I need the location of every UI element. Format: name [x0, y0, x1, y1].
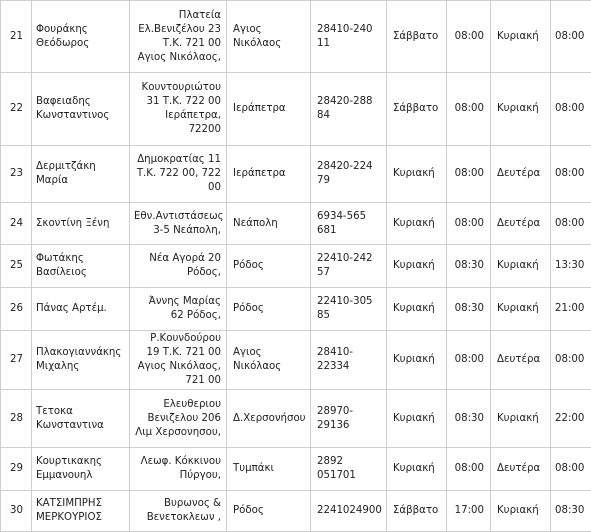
start-day: Κυριακή [387, 288, 447, 331]
end-time: 13:30 [551, 245, 591, 288]
table-row [1, 203, 591, 245]
pharmacist-name: ΚΑΤΣΙΜΠΡΗΣ ΜΕΡΚΟΥΡΙΟΣ [32, 491, 130, 532]
start-day: Σάββατο [387, 491, 447, 532]
start-day: Κυριακή [387, 245, 447, 288]
table-row [1, 146, 591, 203]
row-number: 24 [1, 203, 32, 245]
end-time: 21:00 [551, 288, 591, 331]
table-body [1, 1, 591, 532]
table-row [1, 73, 591, 146]
start-time: 08:00 [447, 331, 491, 390]
table-row [1, 491, 591, 532]
end-time: 08:00 [551, 448, 591, 491]
pharmacy-area: Δ.Χερσονήσου [227, 390, 311, 448]
start-day: Σάββατο [387, 73, 447, 146]
pharmacy-address: Νέα Αγορά 20 Ρόδος, [130, 245, 227, 288]
pharmacy-address: Λεωφ. Κόκκινου Πύργου, [130, 448, 227, 491]
start-time: 08:00 [447, 1, 491, 73]
start-day: Κυριακή [387, 331, 447, 390]
pharmacy-area: Ρόδος [227, 245, 311, 288]
pharmacy-phone: 6934-565 681 [311, 203, 387, 245]
pharmacist-name: Δερμιτζάκη Μαρία [32, 146, 130, 203]
start-day: Κυριακή [387, 203, 447, 245]
pharmacy-area: Ιεράπετρα [227, 73, 311, 146]
start-time: 08:00 [447, 203, 491, 245]
pharmacist-name: Φωτάκης Βασίλειος [32, 245, 130, 288]
row-number: 30 [1, 491, 32, 532]
end-day: Δευτέρα [491, 331, 551, 390]
pharmacy-phone: 2892 051701 [311, 448, 387, 491]
end-time: 08:00 [551, 146, 591, 203]
pharmacy-address: Πλατεία Ελ.Βενιζέλου 23 Τ.Κ. 721 00 Αγιος Νικόλαος, [130, 1, 227, 73]
pharmacist-name: Πλακογιαννάκης Μιχαλης [32, 331, 130, 390]
start-time: 08:00 [447, 448, 491, 491]
end-day: Κυριακή [491, 288, 551, 331]
pharmacy-phone: 28410-22334 [311, 331, 387, 390]
pharmacy-address: Δημοκρατίας 11 Τ.Κ. 722 00, 722 00 [130, 146, 227, 203]
pharmacist-name: Βαφειαδης Κωνσταντινος [32, 73, 130, 146]
end-day: Δευτέρα [491, 448, 551, 491]
pharmacy-phone: 28410-240 11 [311, 1, 387, 73]
row-number: 21 [1, 1, 32, 73]
pharmacy-address: Βυρωνος & Βενετοκλεων , [130, 491, 227, 532]
start-day: Κυριακή [387, 146, 447, 203]
start-day: Κυριακή [387, 390, 447, 448]
pharmacy-area: Αγιος Νικόλαος [227, 331, 311, 390]
end-time: 08:00 [551, 331, 591, 390]
table-row [1, 245, 591, 288]
pharmacy-phone: 28420-224 79 [311, 146, 387, 203]
start-time: 08:00 [447, 73, 491, 146]
pharmacist-name: Σκοντίνη Ξένη [32, 203, 130, 245]
pharmacy-address: Ρ.Κουνδούρου 19 Τ.Κ. 721 00 Αγιος Νικόλαος, 721 00 [130, 331, 227, 390]
row-number: 22 [1, 73, 32, 146]
table-row [1, 390, 591, 448]
pharmacy-address: Ελευθεριου Βενιζελου 206 Λιμ Χερσονησου, [130, 390, 227, 448]
pharmacy-area: Ιεράπετρα [227, 146, 311, 203]
pharmacy-area: Νεάπολη [227, 203, 311, 245]
start-time: 08:30 [447, 245, 491, 288]
table-row [1, 331, 591, 390]
pharmacy-address: Εθν.Αντιστάσεως 3-5 Νεάπολη, [130, 203, 227, 245]
row-number: 26 [1, 288, 32, 331]
end-time: 08:00 [551, 1, 591, 73]
start-time: 17:00 [447, 491, 491, 532]
row-number: 23 [1, 146, 32, 203]
pharmacy-address: Άννης Μαρίας 62 Ρόδος, [130, 288, 227, 331]
table-row [1, 448, 591, 491]
pharmacy-area: Τυμπάκι [227, 448, 311, 491]
start-time: 08:00 [447, 146, 491, 203]
pharmacist-name: Κουρτικακης Εμμανουηλ [32, 448, 130, 491]
row-number: 27 [1, 331, 32, 390]
pharmacist-name: Φουράκης Θεόδωρος [32, 1, 130, 73]
pharmacy-area: Ρόδος [227, 288, 311, 331]
row-number: 25 [1, 245, 32, 288]
start-day: Σάββατο [387, 1, 447, 73]
end-time: 22:00 [551, 390, 591, 448]
end-day: Κυριακή [491, 491, 551, 532]
pharmacist-name: Τετοκα Κωνσταντινα [32, 390, 130, 448]
start-time: 08:30 [447, 288, 491, 331]
end-day: Κυριακή [491, 390, 551, 448]
start-day: Κυριακή [387, 448, 447, 491]
end-day: Δευτέρα [491, 146, 551, 203]
end-time: 08:30 [551, 491, 591, 532]
end-time: 08:00 [551, 203, 591, 245]
pharmacy-phone: 22410-305 85 [311, 288, 387, 331]
row-number: 28 [1, 390, 32, 448]
pharmacy-address: Κουντουριώτου 31 Τ.Κ. 722 00 Ιεράπετρα, 72200 [130, 73, 227, 146]
end-day: Δευτέρα [491, 203, 551, 245]
end-day: Κυριακή [491, 1, 551, 73]
table-row [1, 288, 591, 331]
start-time: 08:30 [447, 390, 491, 448]
end-time: 08:00 [551, 73, 591, 146]
end-day: Κυριακή [491, 245, 551, 288]
pharmacist-name: Πάνας Αρτέμ. [32, 288, 130, 331]
pharmacy-phone: 28420-288 84 [311, 73, 387, 146]
pharmacy-phone: 28970-29136 [311, 390, 387, 448]
pharmacy-area: Ρόδος [227, 491, 311, 532]
table-row [1, 1, 591, 73]
row-number: 29 [1, 448, 32, 491]
pharmacy-phone: 2241024900 [311, 491, 387, 532]
pharmacy-phone: 22410-242 57 [311, 245, 387, 288]
pharmacy-area: Αγιος Νικόλαος [227, 1, 311, 73]
end-day: Κυριακή [491, 73, 551, 146]
